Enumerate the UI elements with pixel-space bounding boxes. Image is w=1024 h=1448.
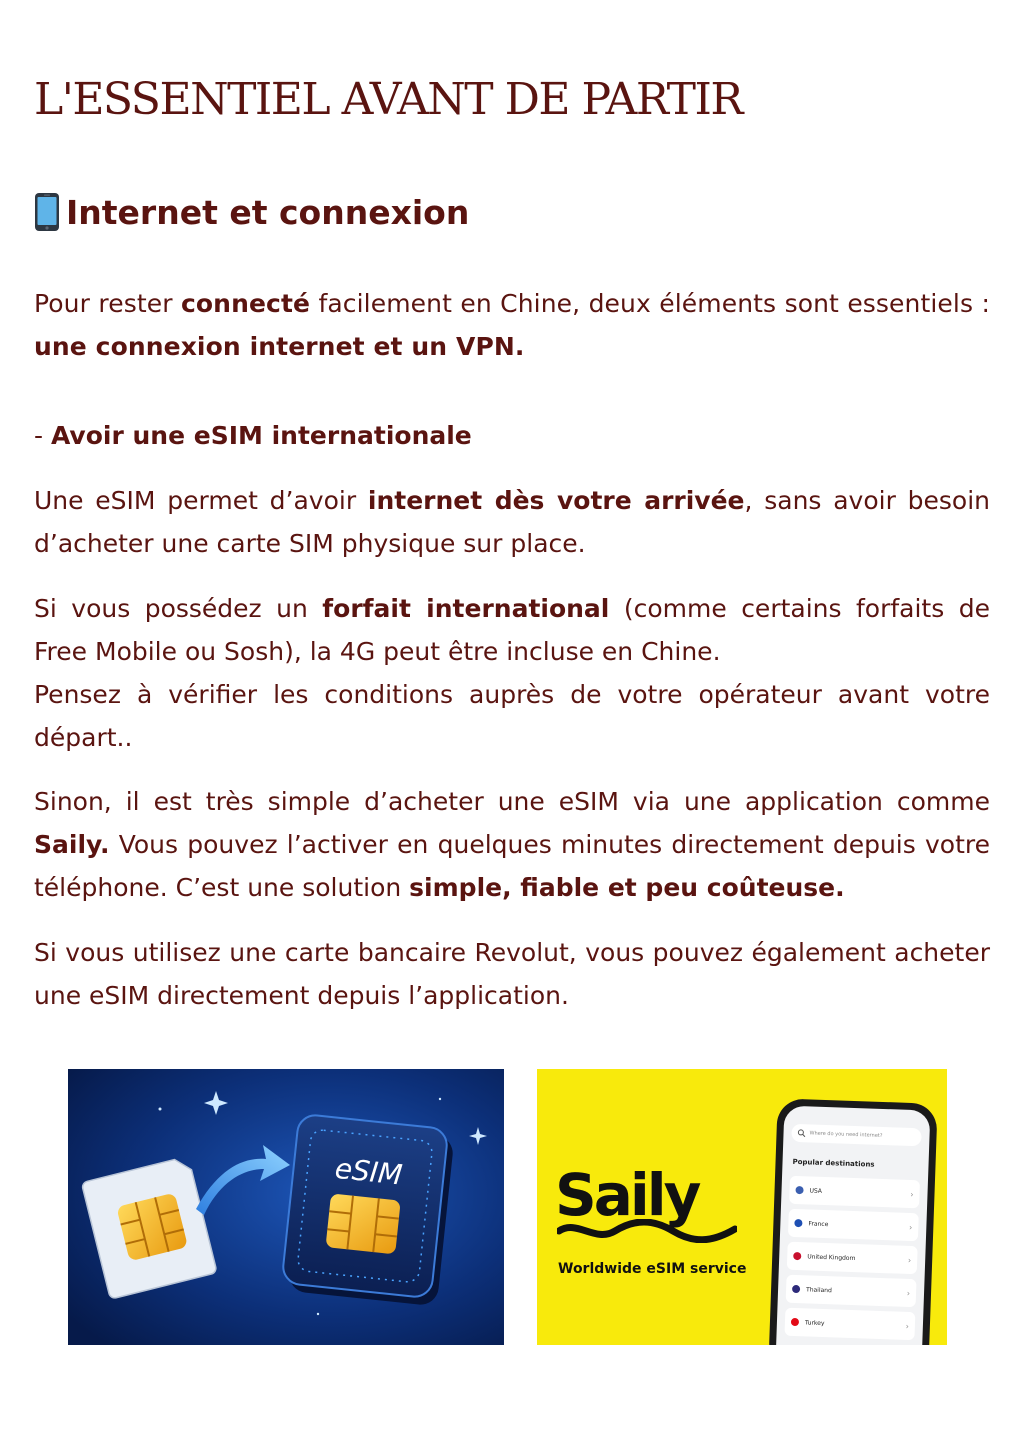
- esim-subheading: - Avoir une eSIM internationale: [34, 421, 472, 450]
- chevron-right-icon: ›: [906, 1288, 911, 1298]
- page-title: L'ESSENTIEL AVANT DE PARTIR: [34, 74, 743, 125]
- esim-illustration: [68, 1069, 504, 1345]
- flag-icon: [792, 1285, 800, 1293]
- phone-mockup: [768, 1098, 937, 1345]
- saily-logo: Saily: [555, 1161, 699, 1229]
- saily-tagline: Worldwide eSIM service: [558, 1261, 747, 1277]
- chevron-right-icon: ›: [905, 1321, 910, 1331]
- destination-item[interactable]: [789, 1176, 920, 1209]
- search-bar[interactable]: [791, 1124, 922, 1147]
- section-heading: [34, 190, 469, 234]
- intro-paragraph: Pour rester connecté facilement en Chine, deux éléments sont essentiels : une connexion internet et un VPN.: [34, 289, 990, 361]
- destination-label: Turkey: [804, 1318, 825, 1327]
- flag-icon: [795, 1186, 803, 1194]
- destination-label: Thailand: [805, 1285, 832, 1294]
- esim-chip-icon: [282, 1114, 455, 1307]
- mobile-phone-icon: [34, 192, 60, 232]
- svg-text:eSIM: eSIM: [333, 1151, 404, 1192]
- saily-illustration: [537, 1069, 947, 1345]
- forfait-paragraph: Si vous possédez un forfait international (comme certains forfaits de Free Mobile ou Sosh), la 4G peut être incluse en Chine. Pensez à vérifier les conditions auprès de votre opérateur avant votre départ..: [34, 594, 990, 752]
- flag-icon: [791, 1318, 799, 1326]
- revolut-paragraph: Si vous utilisez une carte bancaire Revolut, vous pouvez également acheter une eSIM directement depuis l’application.: [34, 938, 990, 1010]
- search-placeholder: Where do you need internet?: [809, 1130, 883, 1139]
- esim-illustration-graphic: [68, 1069, 504, 1345]
- wave-icon: [557, 1219, 737, 1243]
- chevron-right-icon: ›: [907, 1255, 912, 1265]
- chevron-right-icon: ›: [910, 1189, 914, 1199]
- esim-paragraph: Une eSIM permet d’avoir internet dès votre arrivée, sans avoir besoin d’acheter une carte SIM physique sur place.: [34, 486, 990, 558]
- destination-item[interactable]: [788, 1209, 919, 1242]
- destination-item[interactable]: [786, 1275, 917, 1308]
- destination-item[interactable]: [784, 1308, 915, 1341]
- saily-paragraph: Sinon, il est très simple d’acheter une eSIM via une application comme Saily. Vous pouvez l’activer en quelques minutes directement depuis votre téléphone. C’est une solution simple, fiable et peu coûteuse.: [34, 787, 990, 902]
- destination-item[interactable]: [787, 1242, 918, 1275]
- destination-label: USA: [809, 1186, 823, 1195]
- destination-label: France: [808, 1219, 829, 1228]
- destination-label: United Kingdom: [807, 1252, 856, 1262]
- popular-destinations-title: Popular destinations: [792, 1157, 875, 1169]
- flag-icon: [793, 1252, 801, 1260]
- flag-icon: [794, 1219, 802, 1227]
- chevron-right-icon: ›: [908, 1222, 913, 1232]
- section-heading-text: Internet et connexion: [66, 192, 470, 232]
- search-icon: [797, 1129, 805, 1137]
